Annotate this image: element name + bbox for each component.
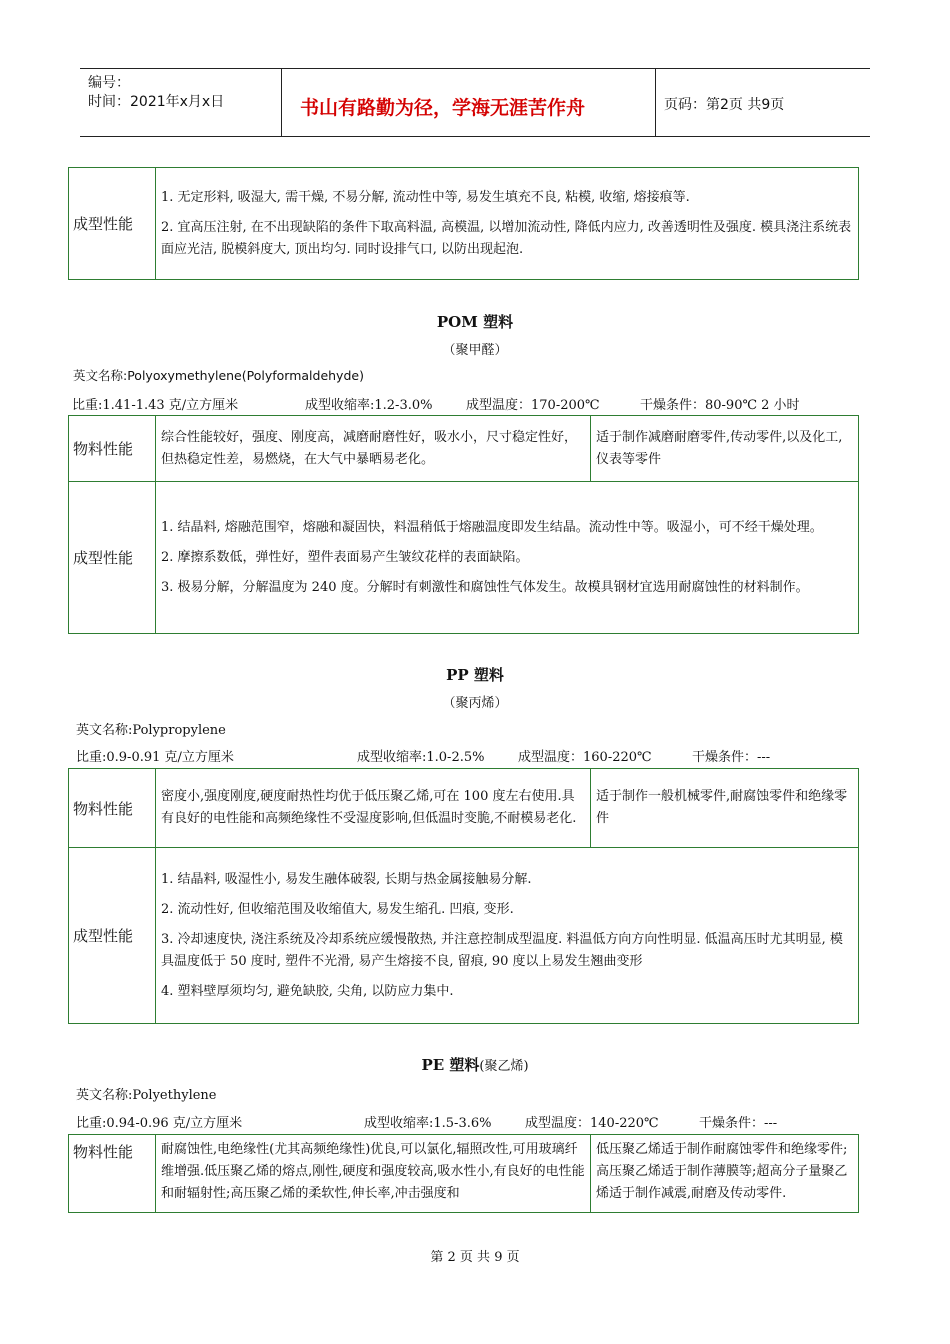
application-text: 适于制作一般机械零件,耐腐蚀零件和绝缘零件 <box>591 769 859 848</box>
molding-properties-text <box>156 168 859 280</box>
molding-properties-label: 成型性能 <box>69 482 156 634</box>
pe-temperature: 成型温度：140-220℃ <box>525 1116 659 1131</box>
pom-subtitle: （聚甲醛） <box>442 343 508 358</box>
header-bottom-rule <box>80 136 870 137</box>
molding-item: 3. 冷却速度快, 浇注系统及冷却系统应缓慢散热, 并注意控制成型温度. 料温低方向方向性明显. 低温高压时尤其明显, 模具温度低于 50 度时, 塑件不光滑, 易产生熔接不良, 留痕, 90 度以上易发生翘曲变形 <box>161 931 843 969</box>
application-text: 低压聚乙烯适于制作耐腐蚀零件和绝缘零件;高压聚乙烯适于制作薄膜等;超高分子量聚乙烯适于制作减震,耐磨及传动零件. <box>591 1135 859 1213</box>
document-time-label: 时间：2021年x月x日 <box>88 94 225 110</box>
pom-properties-table <box>68 415 859 634</box>
pom-shrinkage: 成型收缩率:1.2-3.0% <box>305 398 433 413</box>
header-motto: 书山有路勤为径，学海无涯苦作舟 <box>300 97 586 119</box>
material-properties-label: 物料性能 <box>69 769 156 848</box>
pp-density: 比重:0.9-0.91 克/立方厘米 <box>76 750 234 765</box>
molding-item: 2. 摩擦系数低，弹性好，塑件表面易产生皱纹花样的表面缺陷。 <box>161 549 529 565</box>
pe-title <box>0 1054 950 1075</box>
molding-item: 3. 极易分解，分解温度为 240 度。分解时有刺激性和腐蚀性气体发生。故模具钢材宜选用耐腐蚀性的材料制作。 <box>161 579 809 595</box>
application-text: 适于制作减磨耐磨零件,传动零件,以及化工,仪表等零件 <box>591 416 859 482</box>
pp-temperature: 成型温度：160-220℃ <box>518 750 652 765</box>
prev-molding-table <box>68 167 859 280</box>
material-properties-text: 综合性能较好，强度、刚度高，减磨耐磨性好，吸水小，尺寸稳定性好，但热稳定性差，易燃烧，在大气中暴晒易老化。 <box>156 416 591 482</box>
molding-item: 2. 流动性好, 但收缩范围及收缩值大, 易发生缩孔. 凹痕, 变形. <box>161 901 514 917</box>
header-divider <box>655 68 656 136</box>
pp-subtitle: （聚丙烯） <box>442 696 508 711</box>
header-top-rule <box>80 68 870 69</box>
material-properties-label: 物料性能 <box>69 1135 156 1213</box>
pe-properties-table <box>68 1134 859 1213</box>
pom-temperature: 成型温度：170-200℃ <box>466 398 600 413</box>
pp-properties-table <box>68 768 859 1024</box>
pom-title: POM 塑料 <box>436 313 514 331</box>
molding-properties-label: 成型性能 <box>69 168 156 280</box>
molding-item: 1. 结晶料, 吸湿性小, 易发生融体破裂, 长期与热金属接触易分解. <box>161 871 532 887</box>
pp-shrinkage: 成型收缩率:1.0-2.5% <box>357 750 485 765</box>
page-footer: 第 2 页 共 9 页 <box>430 1250 520 1265</box>
pe-subtitle: (聚乙烯) <box>479 1059 529 1074</box>
molding-item: 4. 塑料壁厚须均匀, 避免缺胶, 尖角, 以防应力集中. <box>161 983 454 999</box>
pp-title: PP 塑料 <box>446 666 504 684</box>
molding-properties-label: 成型性能 <box>69 848 156 1024</box>
molding-properties-text <box>156 482 859 634</box>
pom-english-name: 英文名称:Polyoxymethylene(Polyformaldehyde) <box>73 368 364 383</box>
material-properties-text: 密度小,强度刚度,硬度耐热性均优于低压聚乙烯,可在 100 度左右使用.具有良好的电性能和高频绝缘性不受湿度影响,但低温时变脆,不耐模易老化. <box>156 769 591 848</box>
pe-drying: 干燥条件：--- <box>699 1116 778 1131</box>
pe-density: 比重:0.94-0.96 克/立方厘米 <box>76 1116 243 1131</box>
pp-english-name: 英文名称:Polypropylene <box>76 723 226 738</box>
pe-title-main: PE 塑料 <box>421 1056 480 1074</box>
material-properties-label: 物料性能 <box>69 416 156 482</box>
pp-drying: 干燥条件：--- <box>692 750 771 765</box>
header-page-number: 页码：第2页 共9页 <box>664 97 785 113</box>
document-number-label: 编号： <box>88 75 130 91</box>
molding-item: 1. 结晶料, 熔融范围窄，熔融和凝固快，料温稍低于熔融温度即发生结晶。流动性中等。吸湿小，可不经干燥处理。 <box>161 519 823 535</box>
header-divider <box>281 68 282 136</box>
material-properties-text: 耐腐蚀性,电绝缘性(尤其高频绝缘性)优良,可以氯化,辐照改性,可用玻璃纤维增强.低压聚乙烯的熔点,刚性,硬度和强度较高,吸水性小,有良好的电性能和耐辐射性;高压聚乙烯的柔软性,伸长率,冲击强度和 <box>156 1135 591 1213</box>
molding-item: 2. 宜高压注射, 在不出现缺陷的条件下取高料温, 高模温, 以增加流动性, 降低内应力, 改善透明性及强度. 模具浇注系统表面应光洁, 脱模斜度大, 顶出均匀. 同时设排气口, 以防出现起泡. <box>161 219 852 257</box>
molding-item: 1. 无定形料, 吸湿大, 需干燥, 不易分解, 流动性中等, 易发生填充不良, 粘模, 收缩, 熔接痕等. <box>161 189 690 205</box>
pom-density: 比重:1.41-1.43 克/立方厘米 <box>72 398 239 413</box>
pe-english-name: 英文名称:Polyethylene <box>76 1088 217 1103</box>
pe-shrinkage: 成型收缩率:1.5-3.6% <box>364 1116 492 1131</box>
molding-properties-text <box>156 848 859 1024</box>
pom-drying: 干燥条件：80-90℃ 2 小时 <box>640 398 800 413</box>
